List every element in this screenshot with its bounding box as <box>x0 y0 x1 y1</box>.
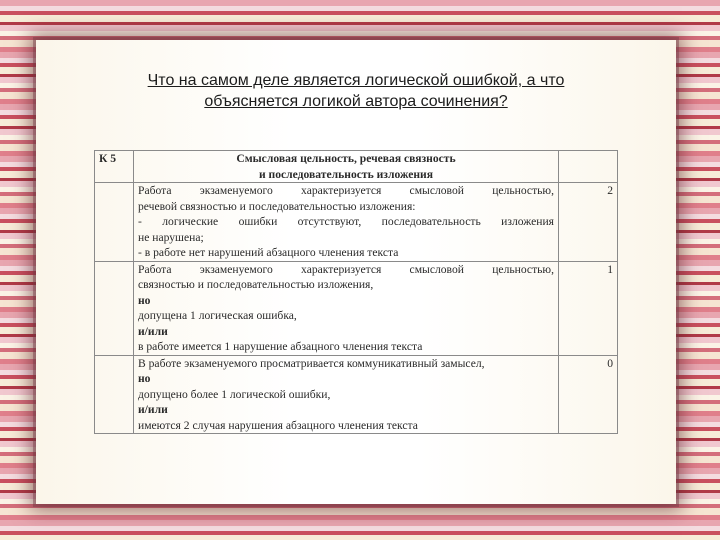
empty-code-cell <box>95 355 134 434</box>
table-row <box>95 355 618 434</box>
description-line: - в работе нет нарушений абзацного членения текста <box>138 246 399 259</box>
description-line: - логические ошибки отсутствуют, последовательность изложения <box>138 215 554 228</box>
description-line: но <box>138 372 151 385</box>
slide-title-line-1: Что на самом деле является логической ошибкой, а что <box>147 72 565 89</box>
criteria-header-row <box>95 151 618 183</box>
description-line: не нарушена; <box>138 230 204 244</box>
description-line: и/или <box>138 324 168 338</box>
description-line: в работе имеется 1 нарушение абзацного членения текста <box>138 340 423 353</box>
criterion-heading <box>134 151 559 183</box>
score-value: 1 <box>559 261 618 355</box>
description-line: Работа экзаменуемого характеризуется смысловой цельностью, <box>138 184 554 197</box>
criterion-code: К 5 <box>95 151 134 183</box>
score-value: 0 <box>559 355 618 434</box>
criterion-heading-line-2: и последовательность изложения <box>258 167 434 181</box>
empty-code-cell <box>95 183 134 262</box>
slide <box>36 40 676 504</box>
description-line: допущено более 1 логической ошибки, <box>138 387 331 401</box>
description-line: допущена 1 логическая ошибка, <box>138 309 297 322</box>
description-line: В работе экзаменуемого просматривается коммуникативный замысел, <box>138 356 485 370</box>
criteria-table <box>94 150 618 434</box>
slide-title <box>36 70 676 112</box>
description-line: и/или <box>138 403 168 416</box>
description-line: но <box>138 293 151 307</box>
row-description <box>134 261 559 355</box>
table-row <box>95 261 618 355</box>
criterion-heading-line-1: Смысловая цельность, речевая связность <box>236 152 456 165</box>
empty-code-cell <box>95 261 134 355</box>
description-line: связностью и последовательностью изложения, <box>138 278 374 291</box>
row-description <box>134 183 559 262</box>
description-line: речевой связностью и последовательностью изложения: <box>138 199 416 213</box>
table-row <box>95 183 618 262</box>
description-line: имеются 2 случая нарушения абзацного членения текста <box>138 418 418 432</box>
slide-title-line-2: объясняется логикой автора сочинения? <box>204 93 508 110</box>
score-value: 2 <box>559 183 618 262</box>
score-header-cell <box>559 151 618 183</box>
description-line: Работа экзаменуемого характеризуется смысловой цельностью, <box>138 262 554 276</box>
row-description <box>134 355 559 434</box>
